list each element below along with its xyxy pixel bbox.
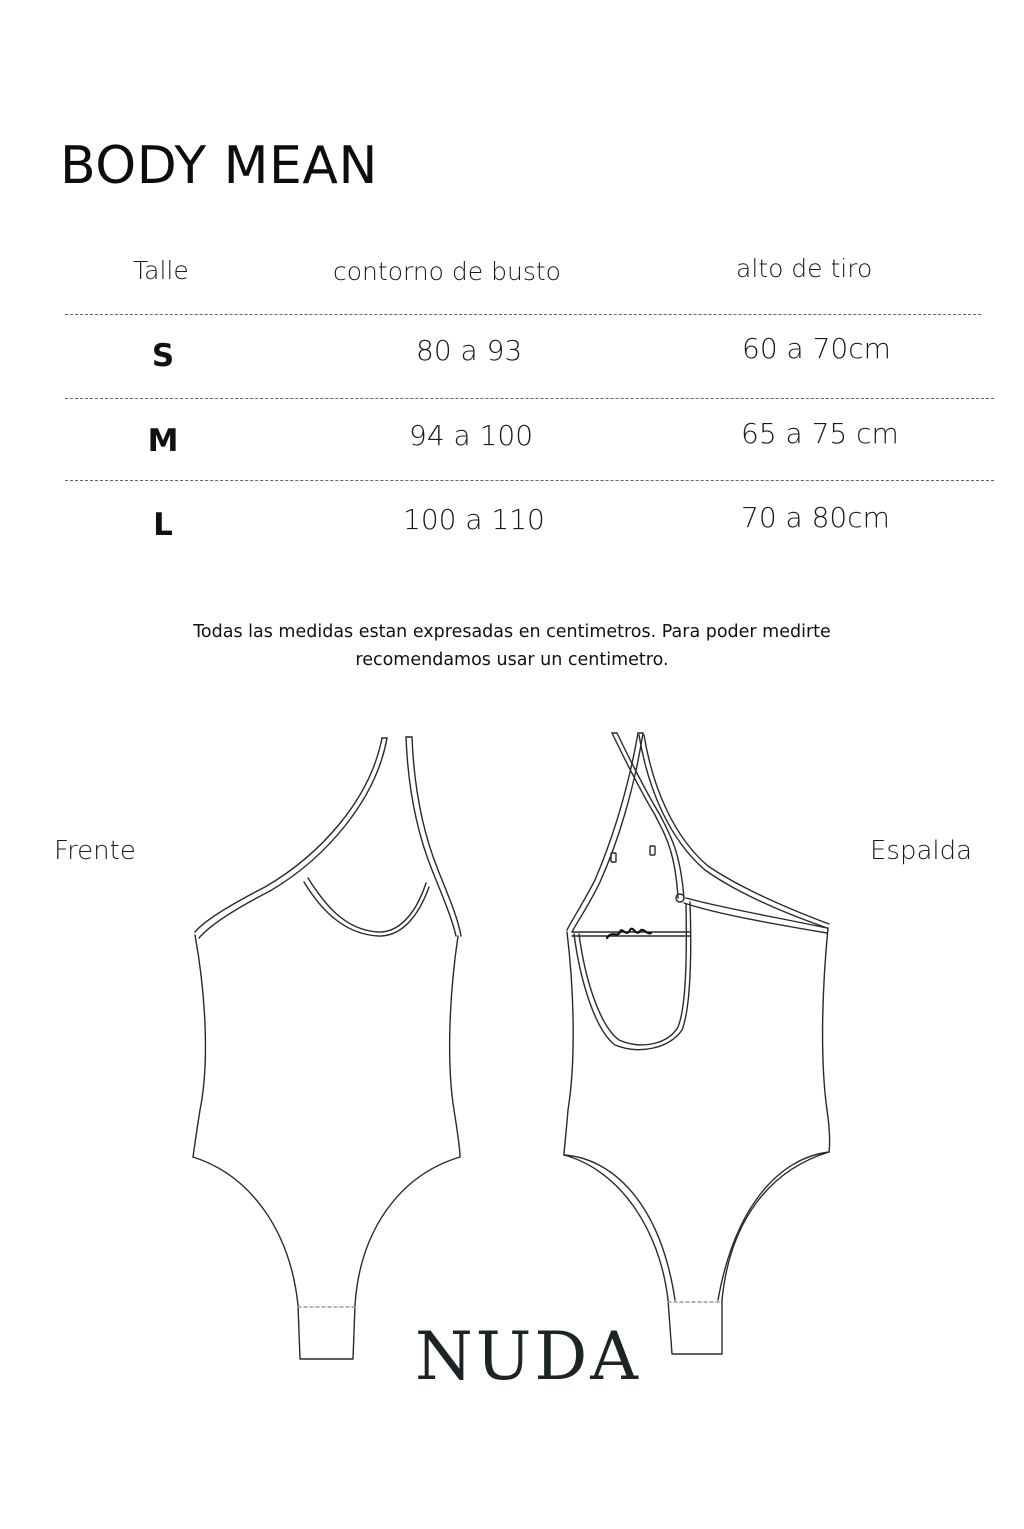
tiro-l: 70 a 80cm: [741, 501, 890, 534]
header-talle: Talle: [133, 256, 189, 285]
back-label: Espalda: [870, 836, 973, 866]
header-contorno-busto: contorno de busto: [333, 257, 561, 286]
tiro-s: 60 a 70cm: [742, 332, 891, 365]
size-s: S: [151, 338, 175, 374]
front-label: Frente: [54, 836, 136, 866]
size-m: M: [147, 423, 179, 459]
measurement-note-line-2: recomendamos usar un centimetro.: [355, 650, 669, 670]
measurement-note-line-1: Todas las medidas estan expresadas en centimetros. Para poder medirte: [193, 622, 831, 642]
header-alto-tiro: alto de tiro: [736, 254, 873, 283]
busto-s: 80 a 93: [416, 334, 523, 367]
page-title: BODY MEAN: [60, 136, 378, 196]
back-bodysuit-drawing: [564, 733, 830, 1354]
brand-logo: NUDA: [415, 1318, 641, 1395]
size-l: L: [153, 507, 173, 543]
front-bodysuit-drawing: [193, 737, 461, 1359]
busto-l: 100 a 110: [403, 503, 545, 536]
busto-m: 94 a 100: [409, 419, 534, 452]
tiro-m: 65 a 75 cm: [741, 417, 899, 450]
